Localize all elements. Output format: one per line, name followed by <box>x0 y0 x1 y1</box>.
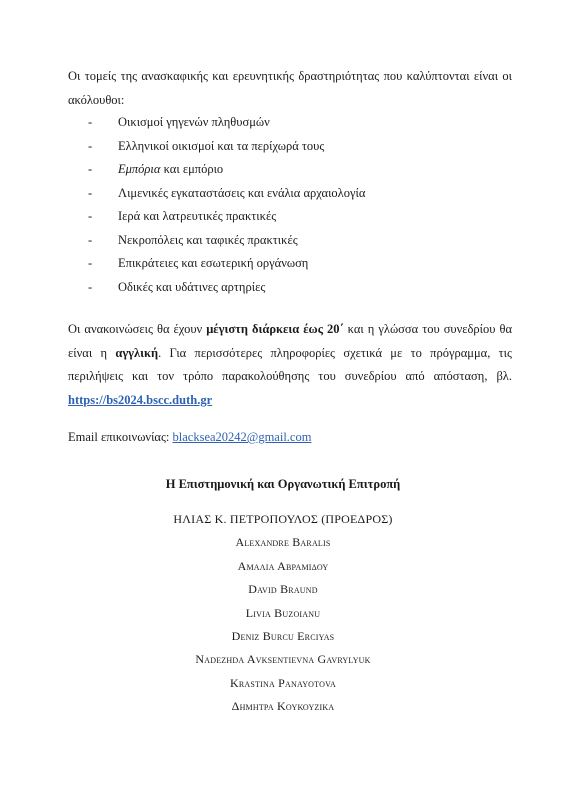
committee-member: David Braund <box>248 582 318 597</box>
list-item: - Οικισμοί γηγενών πληθυσμών <box>88 111 365 135</box>
list-marker: - <box>88 232 93 247</box>
list-item: - Λιμενικές εγκαταστάσεις και ενάλια αρχαιολογία <box>88 182 365 206</box>
list-marker: - <box>88 279 93 294</box>
committee-member: Krastina Panayotova <box>229 675 336 690</box>
committee-member-chair: ΗΛΙΑΣ Κ. ΠΕΤΡΟΠΟΥΛΟΣ (ΠΡΟΕΔΡΟΣ) <box>173 512 393 526</box>
committee-member: Αμαλια Αβραμιδου <box>237 558 329 573</box>
committee-member: Alexandre Baralis <box>235 535 331 550</box>
conference-website-link[interactable]: https://bs2024.bscc.duth.gr <box>68 392 213 407</box>
topics-list <box>88 111 365 299</box>
committee-member: Livia Buzoianu <box>245 605 321 620</box>
intro-text: Οι τομείς της ανασκαφικής και ερευνητικής δραστηριότητας που καλύπτονται είναι οι ακόλουθοι: <box>68 69 512 107</box>
committee-title: Η Επιστημονική και Οργανωτική Επιτροπή <box>165 477 401 491</box>
committee-member: Δημητρα Κουκουζικα <box>231 699 335 714</box>
announcements-paragraph: Οι ανακοινώσεις θα έχουν μέγιστη διάρκεια έως 20΄ και η γλώσσα του συνεδρίου θα είναι η αγγλική. Για περισσότερες πληροφορίες σχετικά με το πρόγραμμα, τις περιλήψεις και τον τρόπο παρακολούθησης του συνεδρίου από απόσταση, βλ. https://bs2024.bscc.duth.gr <box>68 322 513 407</box>
list-marker: - <box>88 115 93 129</box>
contact-email-link[interactable]: blacksea20242@gmail.com <box>172 430 312 444</box>
contact-label: Email επικοινωνίας: <box>68 430 173 444</box>
list-item: - Ιερά και λατρευτικές πρακτικές <box>88 205 365 229</box>
committee-members-list <box>0 509 566 720</box>
list-item: - Εμπόρια και εμπόριο <box>88 158 365 182</box>
list-marker: - <box>88 162 93 176</box>
contact-line <box>68 426 311 450</box>
list-marker: - <box>88 256 93 270</box>
committee-member: Deniz Burcu Erciyas <box>231 628 335 643</box>
list-item: - Νεκροπόλεις και ταφικές πρακτικές <box>88 229 365 253</box>
list-marker: - <box>88 138 93 153</box>
language-emphasis: αγγλική <box>115 345 159 360</box>
list-item: - Οδικές και υδάτινες αρτηρίες <box>88 276 365 300</box>
committee-member: Nadezhda Avksentievna Gavrylyuk <box>195 652 371 667</box>
duration-emphasis: μέγιστη διάρκεια έως 20΄ <box>206 322 344 336</box>
list-item: - Επικράτειες και εσωτερική οργάνωση <box>88 252 365 276</box>
list-marker: - <box>88 185 93 200</box>
intro-paragraph <box>68 65 512 112</box>
list-item: - Ελληνικοί οικισμοί και τα περίχωρά τους <box>88 135 365 159</box>
list-marker: - <box>88 209 93 223</box>
